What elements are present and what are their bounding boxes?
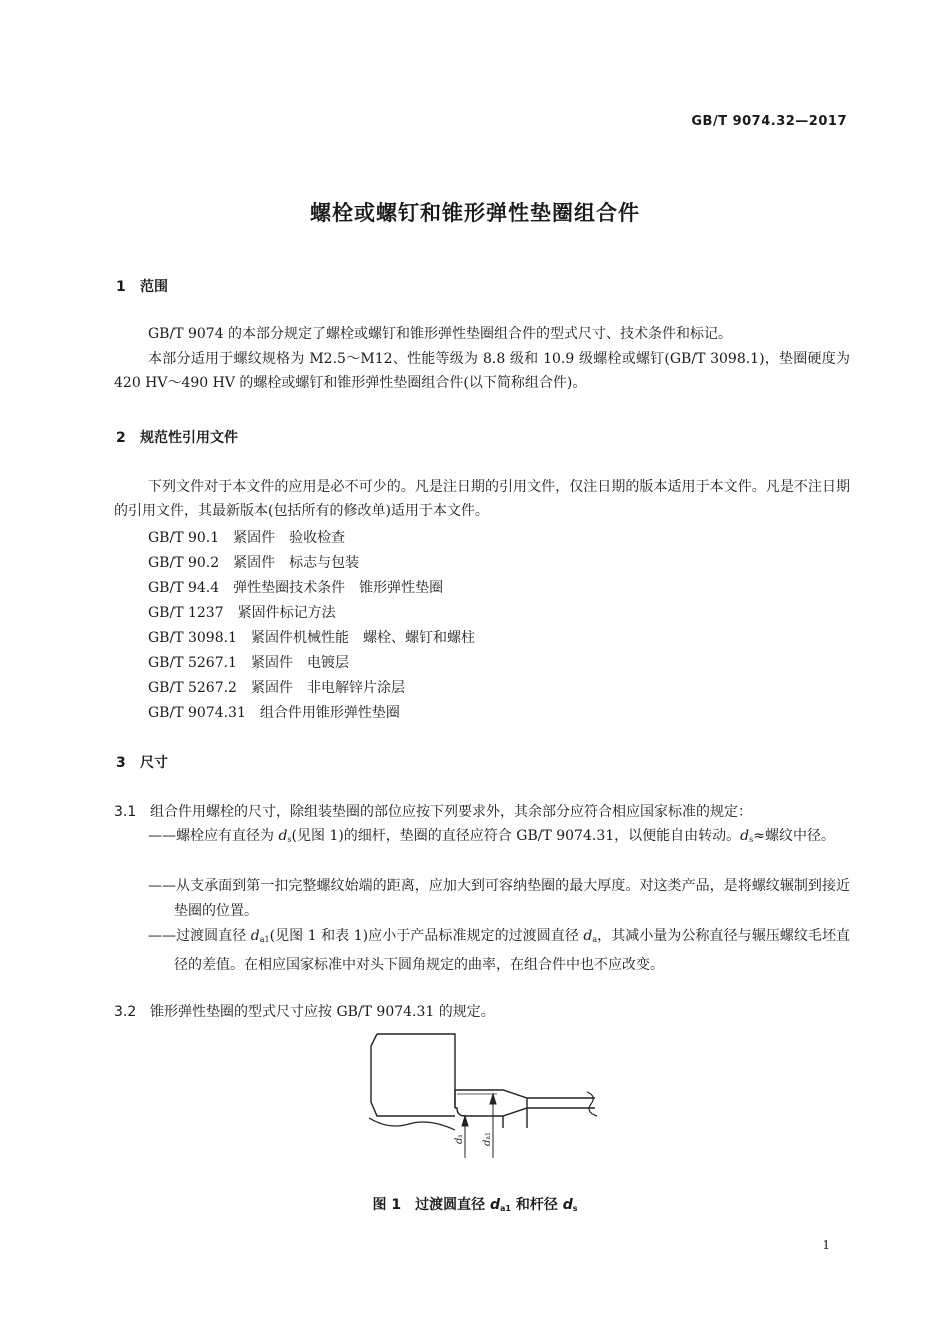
break-line-head — [369, 1118, 455, 1130]
symbol-subscript: s — [287, 835, 292, 844]
symbol-subscript: a1 — [259, 935, 270, 944]
section-number: 1 — [116, 279, 126, 295]
item-text: (见图 1)的细杆，垫圈的直径应符合 GB/T 9074.31，以便能自由转动。 — [291, 828, 741, 844]
item-text: ≈螺纹中径。 — [753, 828, 835, 844]
symbol-d: d — [489, 1197, 500, 1213]
transition-fillet — [455, 1108, 465, 1116]
reference-item — [148, 701, 475, 726]
symbol-subscript: s — [572, 1204, 578, 1213]
symbol-d: d — [250, 928, 260, 944]
section-title: 尺寸 — [140, 755, 168, 771]
symbol-subscript: a1 — [500, 1204, 511, 1213]
symbol-subscript: a — [592, 935, 598, 944]
standard-code: GB/T 9074.32—2017 — [691, 114, 847, 129]
item-text: ——从支承面到第一扣完整螺纹始端的距离，应加大到可容纳垫圈的最大厚度。对这类产品，是将螺纹辗制到接近垫圈的位置。 — [148, 878, 850, 919]
reference-list — [148, 526, 475, 726]
section-1-para-1: GB/T 9074 的本部分规定了螺栓或螺钉和锥形弹性垫圈组合件的型式尺寸、技术条件和标记。 — [148, 326, 733, 342]
reference-item — [148, 601, 475, 626]
label-da1: da1 — [482, 1132, 493, 1146]
reference-title: 紧固件 标志与包装 — [233, 555, 360, 571]
caption-text: 和杆径 — [510, 1197, 563, 1213]
page-number: 1 — [822, 1238, 830, 1252]
reference-item — [148, 526, 475, 551]
requirement-item-2 — [148, 874, 850, 923]
item-text: ——螺栓应有直径为 — [148, 828, 279, 844]
reference-title: 弹性垫圈技术条件 锥形弹性垫圈 — [233, 580, 444, 596]
reference-title: 紧固件标记方法 — [237, 605, 336, 621]
reference-code: GB/T 5267.2 — [148, 680, 237, 696]
bolt-drawing — [365, 1030, 605, 1160]
figure-caption — [0, 1194, 950, 1214]
reference-code: GB/T 90.1 — [148, 530, 220, 546]
break-line-shank — [587, 1092, 597, 1116]
symbol-d: d — [583, 928, 593, 944]
clause-number: 3.1 — [114, 804, 137, 820]
reference-code: GB/T 94.4 — [148, 580, 220, 596]
section-number: 3 — [116, 755, 126, 771]
section-1-para-2: 本部分适用于螺纹规格为 M2.5～M12、性能等级为 8.8 级和 10.9 级螺栓或螺钉(GB/T 3098.1)，垫圈硬度为 420 HV～490 HV 的螺栓或螺钉和锥形弹性垫圈组合件(以下简称组合件)。 — [114, 351, 850, 391]
section-3-heading — [116, 752, 168, 772]
symbol-subscript: s — [749, 835, 754, 844]
reference-code: GB/T 90.2 — [148, 555, 220, 571]
reference-title: 紧固件 电镀层 — [250, 655, 349, 671]
clause-number: 3.2 — [114, 1004, 137, 1020]
reference-item — [148, 576, 475, 601]
reference-item — [148, 676, 475, 701]
caption-text: 过渡圆直径 — [415, 1197, 490, 1213]
reference-code: GB/T 1237 — [148, 605, 224, 621]
reference-item — [148, 551, 475, 576]
item-text: ——过渡圆直径 — [148, 928, 251, 944]
figure-1 — [365, 1030, 605, 1164]
section-2-heading — [116, 427, 238, 447]
section-title: 范围 — [140, 279, 168, 295]
reference-title: 紧固件机械性能 螺栓、螺钉和螺柱 — [250, 630, 475, 646]
item-text: (见图 1 和表 1)应小于产品标准规定的过渡圆直径 — [269, 928, 584, 944]
clause-3-1 — [114, 800, 850, 824]
ds-arrow — [462, 1116, 468, 1126]
symbol-d: d — [740, 828, 750, 844]
document-title: 螺栓或螺钉和锥形弹性垫圈组合件 — [310, 201, 640, 225]
reference-code: GB/T 5267.1 — [148, 655, 237, 671]
reference-title: 紧固件 非电解锌片涂层 — [250, 680, 405, 696]
figure-number: 图 1 — [372, 1197, 402, 1213]
section-title: 规范性引用文件 — [140, 430, 238, 446]
label-ds: ds — [454, 1134, 465, 1144]
reference-item — [148, 626, 475, 651]
symbol-d: d — [562, 1197, 573, 1213]
clause-3-2 — [114, 1000, 850, 1024]
bolt-head-chamfer — [371, 1034, 455, 1116]
shank-bottom-line — [465, 1108, 595, 1116]
da1-arrow — [490, 1094, 496, 1104]
reference-code: GB/T 9074.31 — [148, 705, 246, 721]
item-text: ，其减小量为公称直径与辗压螺纹毛坯直径的差值。在相应国家标准中对头下圆角规定的曲率，在组合件中也不应改变。 — [174, 928, 850, 973]
symbol-d: d — [278, 828, 288, 844]
reference-item — [148, 651, 475, 676]
requirement-item-3 — [148, 924, 850, 977]
section-number: 2 — [116, 430, 126, 446]
requirement-item-1 — [148, 824, 850, 853]
reference-code: GB/T 3098.1 — [148, 630, 237, 646]
reference-title: 组合件用锥形弹性垫圈 — [259, 705, 400, 721]
section-2-intro: 下列文件对于本文件的应用是必不可少的。凡是注日期的引用文件，仅注日期的版本适用于本文件。凡是不注日期的引用文件，其最新版本(包括所有的修改单)适用于本文件。 — [114, 479, 850, 519]
bolt-head-outline — [377, 1034, 455, 1108]
clause-text: 锥形弹性垫圈的型式尺寸应按 GB/T 9074.31 的规定。 — [150, 1004, 495, 1020]
section-1-heading — [116, 276, 168, 296]
clause-text: 组合件用螺栓的尺寸，除组装垫圈的部位应按下列要求外，其余部分应符合相应国家标准的规定： — [150, 804, 752, 820]
reference-title: 紧固件 验收检查 — [233, 530, 346, 546]
